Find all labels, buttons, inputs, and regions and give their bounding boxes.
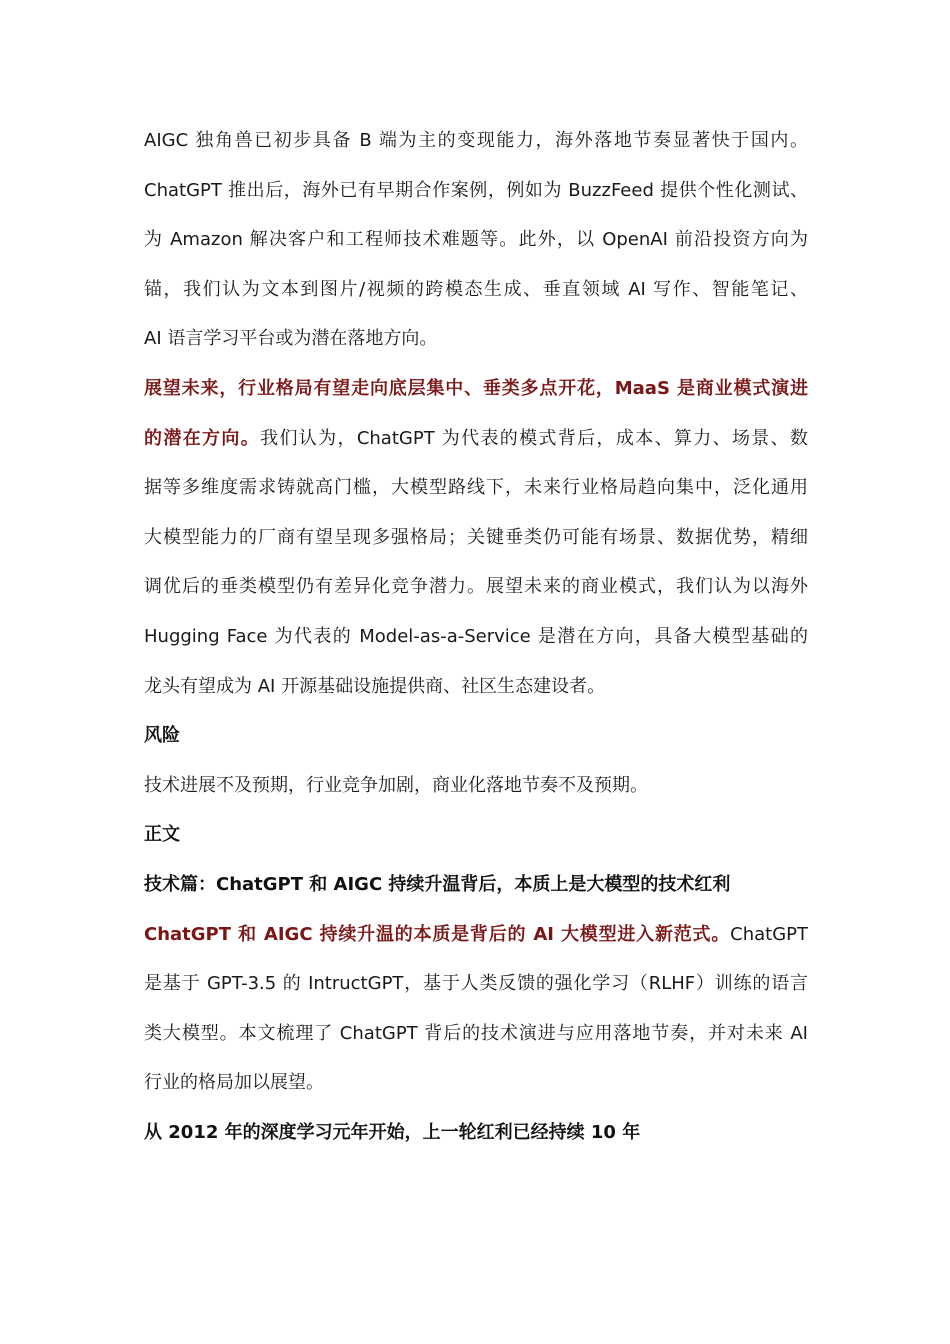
paragraph-line: AI 语言学习平台或为潜在落地方向。 [144, 328, 438, 350]
sub-heading: 从 2012 年的深度学习元年开始，上一轮红利已经持续 10 年 [144, 1121, 641, 1143]
paragraph-line: 为 Amazon 解决客户和工程师技术难题等。此外，以 OpenAI 前沿投资方向为 [144, 229, 808, 251]
document-body [144, 116, 808, 1157]
paragraph-line: 类大模型。本文梳理了 ChatGPT 背后的技术演进与应用落地节奏，并对未来 AI [144, 1022, 808, 1044]
paragraph-line: ChatGPT 推出后，海外已有早期合作案例，例如为 BuzzFeed 提供个性化测试、 [144, 179, 808, 201]
highlight-line: 展望未来，行业格局有望走向底层集中、垂类多点开花，MaaS 是商业模式演进 [144, 377, 808, 399]
paragraph-line: 大模型能力的厂商有望呈现多强格局；关键垂类仍可能有场景、数据优势，精细 [144, 526, 808, 548]
paragraph-line: 调优后的垂类模型仍有差异化竞争潜力。展望未来的商业模式，我们认为以海外 [144, 576, 808, 598]
paragraph-text: 我们认为，ChatGPT 为代表的模式背后，成本、算力、场景、数 [260, 427, 808, 449]
risk-heading: 风险 [144, 725, 180, 747]
highlight-text: 的潜在方向。 [144, 427, 261, 449]
paragraph-line: 龙头有望成为 AI 开源基础设施提供商、社区生态建设者。 [144, 675, 606, 697]
risk-text: 技术进展不及预期，行业竞争加剧，商业化落地节奏不及预期。 [144, 774, 648, 796]
paragraph-line: 锚，我们认为文本到图片/视频的跨模态生成、垂直领域 AI 写作、智能笔记、 [144, 278, 808, 300]
paragraph-text: ChatGPT [730, 923, 808, 945]
paragraph-line [144, 414, 808, 464]
paragraph-line [144, 910, 808, 960]
paragraph-line: Hugging Face 为代表的 Model-as-a-Service 是潜在方向，具备大模型基础的 [144, 625, 808, 647]
highlight-text: ChatGPT 和 AIGC 持续升温的本质是背后的 AI 大模型进入新范式。 [144, 923, 731, 945]
paragraph-line: 行业的格局加以展望。 [144, 1072, 324, 1094]
section-heading: 技术篇：ChatGPT 和 AIGC 持续升温背后，本质上是大模型的技术红利 [144, 873, 731, 895]
paragraph-line: 据等多维度需求铸就高门槛，大模型路线下，未来行业格局趋向集中，泛化通用 [144, 477, 808, 499]
body-heading: 正文 [144, 824, 180, 846]
paragraph-line: 是基于 GPT-3.5 的 IntructGPT，基于人类反馈的强化学习（RLHF）训练的语言 [144, 973, 808, 995]
paragraph-line: AIGC 独角兽已初步具备 B 端为主的变现能力，海外落地节奏显著快于国内。 [144, 130, 808, 151]
